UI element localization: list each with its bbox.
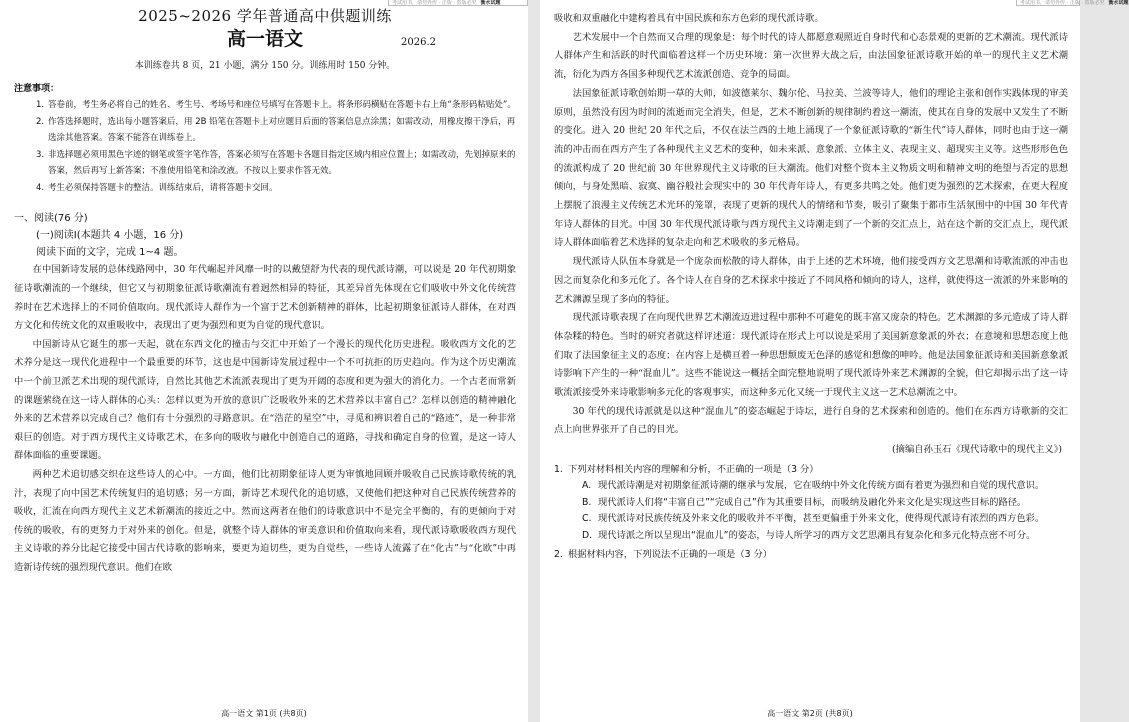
exam-title: 2025~2026 学年普通高中供题训练 (138, 7, 392, 25)
page-footer: 高一语文 第2页 (共8页) (540, 709, 1080, 719)
exam-subject: 高一语文 (226, 28, 303, 50)
option-text: 现代派诗潮是对初期象征派诗潮的继承与发展，它在吸纳中外文化传统方面有着更为强烈和自觉的现代意识。 (598, 480, 1045, 492)
option-key: D. (582, 529, 593, 541)
passage-paragraph: 吸收和双重融化中建构着具有中国民族和东方色彩的现代派诗歌。 (554, 13, 824, 24)
exam-page-2 (540, 0, 1129, 722)
stamp-text: 考试用书，请勿外传 · 正版 · 盗版必究 (1020, 0, 1105, 6)
stamp-brand: 衡水试题 (1108, 0, 1129, 6)
passage-paragraph: 30 年代的现代诗派就是以这种“混血儿”的姿态崛起于诗坛，进行自身的艺术探索和创造的。他们在东西方诗歌新的交汇点上向世界张开了自己的目光。 (554, 405, 1068, 436)
question-stem: 下列对材料相关内容的理解和分析，不正确的一项是（3 分） (568, 464, 819, 476)
option-text: 现代诗派之所以呈现出“混血儿”的姿态，与诗人所学习的西方文艺思潮具有复杂化和多元化特点密不可分。 (598, 529, 1036, 541)
notice-item (36, 148, 516, 179)
answer-option-b (554, 495, 1068, 512)
page-footer: 高一语文 第1页 (共8页) (0, 709, 528, 719)
passage-paragraph: 两种艺术追切感交织在这些诗人的心中。一方面，他们比初期象征诗人更为审慎地回顾并吸收自己民族诗歌传统的乳汁，表现了向中国艺术传统复归的追切感；另一方面，新诗艺术现代化的追切感，又使他们把这种对自己民族传统营养的吸收，汇流在向西方现代主义艺术新潮流的接近之中。然而这两者在他们的诗歌意识中不是完全平衡的，有的更倾向于对传统的吸收，有的更努力于对外来的创化。但是，就整个诗人群体的审美意识和价值取向来看，现代派诗歌吸收西方现代主义诗歌的养分比起它接受中国古代诗歌的影响来，要更为迫切些，更为自觉些，一些诗人流露了在“化古”与“化欧”中再造新诗传统的强烈现代意识。他们在欧 (14, 468, 516, 573)
notice-item (36, 181, 516, 196)
exam-date: 2026.2 (401, 37, 436, 48)
notice-number: 3. (36, 150, 45, 161)
corner-stamp (388, 0, 528, 6)
option-text: 现代派诗人们将“丰富自己”“完成自己”作为其重要目标，而吸纳及融化外来文化是实现这些目标的路径。 (598, 496, 1027, 508)
question-1 (554, 462, 1068, 478)
notice-list (14, 98, 516, 196)
question-stem: 根据材料内容，下列说法不正确的一项是（3 分） (568, 549, 773, 561)
exam-subject-row (14, 26, 516, 52)
notice-item (36, 115, 516, 146)
passage-paragraph: 中国新诗从它诞生的那一天起，就在东西文化的撞击与交汇中开始了一个漫长的现代化历史进程。吸收西方文化的艺术养分是这一现代化进程中一个最重要的环节，这也是中国新诗发展过程中一个不可抗拒的历史趋向。作为这个历史潮流中一个前卫派艺术出现的现代派诗，自然比其他艺术流派表现出了更为开阔的态度和更为强大的消化力。一个古老而常新的课题萦绕在这一诗人群体的心头：怎样以更为开放的意识广泛吸收外来的艺术营养以丰富自己？怎样以创造的精神融化外来的艺术营养以完成自己？他们有十分强烈的寻路意识。在“浩茫的星空”中，寻觅和辨识着自己的“路迹”，是一种非常艰巨的创造。对于西方现代主义诗歌艺术，在多向的吸收与融化中创造自己的道路，寻找和确定自身的位置，是这一诗人群体面临的重要课题。 (14, 338, 516, 462)
option-text: 现代派诗对民族传统及外来文化的吸收并不平衡，甚至更偏重于外来文化，使得现代派诗有浓烈的西方色彩。 (598, 513, 1045, 525)
option-key: A. (582, 480, 592, 492)
passage-paragraph: 艺术发展中一个自然而又合理的现象是：每个时代的诗人都愿意观照近自身时代和心态景观的更新的艺术潮流。现代派诗人群体产生和活跃的时代面临着这样一个历史环境：第一次世界大战之后，由法国象征派诗歌开始的单一的现代主义艺术潮流，衍化为西方各国多种现代艺术流派创造、竞争的局面。 (554, 31, 1068, 81)
passage-paragraph: 现代派诗人队伍本身就是一个庞杂而松散的诗人群体，由于上述的艺术环境，他们接受西方文艺思潮和诗歌流派的冲击也因之而复杂化和多元化了。各个诗人在自身的艺术探求中接近了不同风格和倾向的诗人，这样，就使得这一流派的外来影响的艺术渊源呈现了多向的特征。 (554, 256, 1068, 305)
notice-text: 考生必须保持答题卡的整洁。训练结束后，请将答题卡交回。 (48, 183, 278, 194)
corner-stamp (1016, 0, 1129, 6)
question-number: 1. (554, 464, 563, 476)
passage-citation: (摘编自孙玉石《现代诗歌中的现代主义》) (892, 444, 1062, 456)
exam-info: 本训练卷共 8 页，21 小题，满分 150 分。训练用时 150 分钟。 (134, 61, 396, 71)
question-number: 2. (554, 549, 563, 561)
answer-option-a (554, 478, 1068, 495)
notice-text: 非选择题必须用黑色字迹的钢笔或签字笔作答，答案必须写在答题卡各题目指定区域内相应位置上；如需改动，先划掉原来的答案，然后再写上新答案；不准使用铅笔和涂改液。不按以上要求作答无效。 (48, 150, 516, 176)
passage-paragraph: 现代派诗歌表现了在向现代世界艺术潮流迈进过程中那种不可避免的既丰富又庞杂的特色。艺术渊源的多元造成了诗人群体杂糅的特色。当时的研究者就这样评述道：现代派诗在形式上可以说是采用了美国新意象派的外衣；在意境和思想态度上他们取了法国象征主义的态度；在内容上是横亘着一种思想颓废无色泽的感觉和想像的呻吟。他是法国象征派诗和美国新意象派诗影响下产生的一种“混血儿”。这些不能说这一概括全面完整地说明了现代派诗外来艺术渊源的全貌，但它却揭示出了这一诗歌流派接受外来诗歌影响多元化的客观事实，而这种多元化又统一于现代主义这一艺术总潮流之中。 (554, 312, 1068, 399)
answer-option-d (554, 528, 1068, 545)
notice-item (36, 98, 516, 113)
subsection-heading: (一)阅读Ⅰ(本题共 4 小题，16 分) (36, 230, 184, 242)
passage-paragraph: 法国象征派诗歌创始期一草的大师，如波德莱尔、魏尔伦、马拉美、兰波等诗人，他们的理论主张和创作实践体现的审美原则，虽然没有因为时间的流逝而完全消失，但是，艺术不断创新的规律制约着这一潮流，使其在自身的发展中又发生了不断的变化。进入 20 世纪 20 年代之后，不仅在法兰西的土地上涌现了一个象征派诗歌的“新生代”诗人群体，同时也由于这一潮流的冲击而在西方产生了各种现代主义艺术的变种，如未来派、意象派、立体主义、表现主义、超现实主义等。这些形形色色的流派构成了 20 世纪前 30 年世界现代主义诗歌的巨大潮流。他们对整个资本主义物质文明和精神文明的绝望与否定的思想倾向，与身处黑暗、寂寞、幽谷般社会现实中的 30 年代青年诗人，有更多共鸣之处。他们更为强烈的艺术探索，在更大程度上摆脱了浪漫主义传统艺术光环的笼罩，表现了更新的现代人的情绪和节奏，吸引了聚集于都市生活氛围中的中国 30 年代青年诗人群体的目光。中国 30 年代现代派诗歌与西方现代主义诗潮走到了一个新的交汇点上，站在这个新的交汇点上，现代派诗人群体面临着艺术选择的复杂走向和艺术吸收的多元格局。 (554, 87, 1068, 249)
notice-heading: 注意事项： (14, 84, 60, 94)
stamp-brand: 衡水试题 (480, 0, 501, 6)
section-heading: 一、阅读(76 分) (14, 213, 88, 225)
answer-option-c (554, 511, 1068, 528)
option-key: B. (582, 496, 592, 508)
notice-text: 答卷前，考生务必将自己的姓名、考生号、考场号和座位号填写在答题卡上。将条形码横贴在答题卡右上角“条形码粘贴处”。 (48, 100, 516, 110)
notice-number: 2. (36, 117, 45, 128)
notice-number: 1. (36, 100, 45, 110)
stamp-text: 考试用书，请勿外传 · 正版 · 盗版必究 (392, 0, 477, 6)
reading-instruction: 阅读下面的文字，完成 1~4 题。 (36, 247, 184, 259)
notice-text: 作答选择题时，选出每小题答案后，用 2B 铅笔在答题卡上对应题目后面的答案信息点涂黑；如需改动，用橡皮擦干净后，再选涂其他答案。答案不能答在训练卷上。 (48, 117, 516, 143)
question-2 (554, 547, 1068, 563)
passage-paragraph: 在中国新诗发展的总体线路网中，30 年代崛起并风靡一时的以戴望舒为代表的现代派诗潮，可以说是 20 年代初期象征诗歌潮流的一个继续，但它又与初期象征派诗歌潮流有着迥然相异的特征，其差异首先体现在它们吸收中外文化传统营养时在艺术选择上的不同价值取向。现代派诗人群作为一个富于艺术创新精神的群体，比起初期象征派诗人群体，在对西方文化和传统文化的双重吸收中，表现出了更为强烈和更为自觉的现代意识。 (14, 264, 516, 332)
exam-page-1 (0, 0, 528, 722)
option-key: C. (582, 513, 592, 525)
notice-number: 4. (36, 183, 45, 194)
